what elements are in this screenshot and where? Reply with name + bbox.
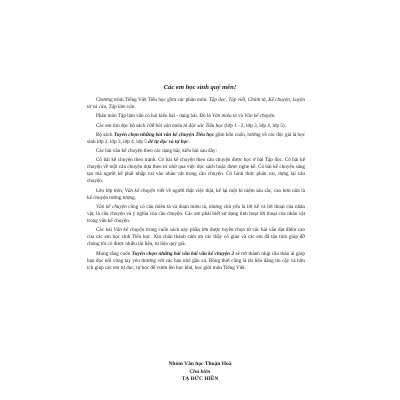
text-run: . (274, 113, 276, 120)
paragraph-2 (87, 113, 305, 120)
paragraph-4 (87, 132, 305, 146)
paragraph-10 (87, 251, 305, 272)
text-run: (lớp 1 - 2, lớp 3, lớp 4, lớp 5). (223, 122, 286, 129)
paragraph-8 (87, 204, 305, 225)
salutation-heading: Các em học sinh quý mến! (163, 84, 237, 91)
text-run: Lên lớp trên, (96, 187, 125, 194)
text-run: Văn kể chuyện (113, 227, 145, 234)
signature-block (0, 361, 400, 384)
text-run: Tuyển chọn những bài văn bài văn kể chuyện 2 (131, 250, 235, 257)
text-run: Tuyển chọn những bài văn kể chuyện Tiểu học (113, 131, 215, 138)
author-group: Nhóm Văn học Thuận Hoà (168, 361, 232, 367)
text-run: Văn miêu tả (211, 113, 237, 120)
paragraph-7 (87, 188, 305, 202)
text-run: và (236, 113, 245, 120)
paragraph-1 (87, 97, 305, 111)
preface-body (87, 97, 305, 274)
text-run: 108 bài văn miêu tả đặc sắc Tiểu học (146, 122, 224, 129)
text-run: trong cuốn sách này phần lớn được tuyển chọn từ các bài văn đạt điểm cao của các em học sinh Tiểu học. Xin chân thành cảm ơn các thầy cô giáo và các em đã tận tình giúp đỡ chúng tôi có được nhiều tài liệu, tư liệu quý giá. (87, 227, 305, 248)
paragraph-5 (87, 148, 305, 155)
text-run: Phân môn Tập làm văn có hai kiểu bài - dạng bài. Đó là (96, 113, 212, 120)
text-run: Tập đọc, Tập viết, Chính tả, Kể chuyện, Luyện từ và câu, Tập làm văn (87, 97, 305, 111)
paragraph-9 (87, 227, 305, 248)
text-run: Chương trình Tiếng Việt Tiểu học gồm các phân môn: (96, 97, 209, 103)
text-run: Các em tìm đọc bộ sách (96, 122, 147, 129)
text-run: Văn kể chuyện (124, 187, 156, 194)
text-run: cũng có câu miêu tả và đoạn miêu tả, nhưng chủ yếu là lời kể và lời thoại của nhân vật, là câu chuyện và ý nghĩa của câu chuyện. Các em phải biết sử dụng linh hoạt lời thoại của nhân vật trong văn kể chuyện. (87, 203, 305, 225)
text-run: Văn kể chuyện (244, 113, 275, 120)
text-run: Các bài (96, 227, 114, 234)
text-run: Có bài kể chuyện theo tranh. Có bài kể chuyện theo câu chuyện được học ở bài Tập đọc. Có bài kể chuyện về một câu chuyện dựa theo trí nhớ qua việc đọc sách hoặc được nghe kể. Có bài kể chuyện sáng tạo mà người kể phải nhập vai vào nhân vật trong câu chuyện. Có hình thức phân vai, dựng lại câu chuyện. (87, 157, 305, 185)
paragraph-6 (87, 157, 305, 185)
text-run: viết về người thật việc thật, kể lại một kỉ niệm sâu sắc, cao hơn nữa là kể chuyện tưởng tượng. (87, 187, 305, 201)
text-run: . (188, 138, 190, 145)
paragraph-3 (87, 123, 305, 130)
text-run: Bộ sách (96, 131, 114, 138)
text-run: . (134, 104, 136, 111)
text-run: để tự đọc và tự học (148, 138, 189, 145)
text-run: Các bài văn kể chuyện theo các dạng bài, kiểu bài sau đây: (96, 148, 217, 155)
text-run: sẽ trở thành nhịp cầu thân ái giúp bạn đọc nối vòng tay yêu thương với các bạn nhỏ gần xa. Đồng thời cũng là tài liệu đáng tin cậy và hữu ích giúp các em tự đọc, tự học để vươn lên học khá, học giỏi môn Tiếng Việt. (87, 250, 305, 271)
editor-name: TẠ ĐỨC HIỀN (181, 376, 219, 383)
editor-role: Chủ biên (189, 368, 211, 375)
text-run: Văn kể chuyện (96, 203, 127, 210)
text-run: gồm bốn cuốn, hướng về các độc giả là học sinh lớp 2, lớp 3, lớp 4, lớp 5 (87, 131, 305, 145)
text-run: Mong rằng cuốn (96, 250, 132, 257)
